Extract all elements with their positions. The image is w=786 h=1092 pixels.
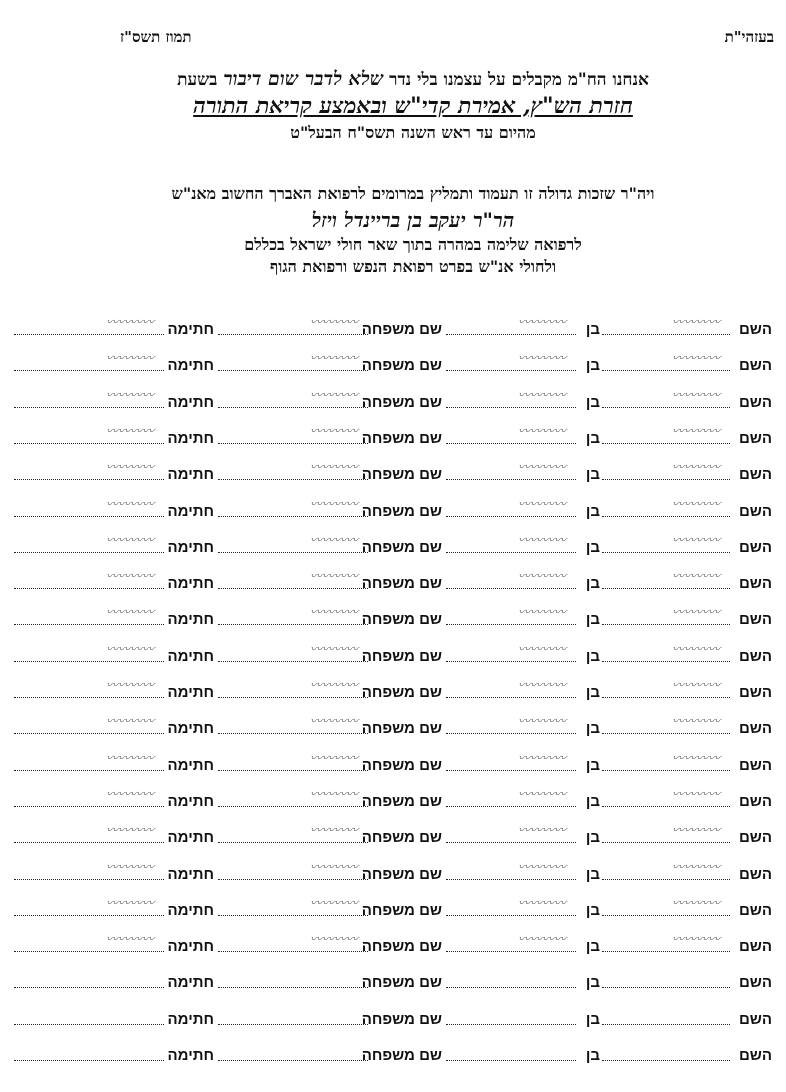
family-field[interactable] <box>218 967 368 988</box>
signature-field[interactable] <box>14 677 164 698</box>
ben-label: בן <box>585 538 600 556</box>
signature-label: חתימה <box>167 756 214 774</box>
handwritten-scribble: 〰〰〰〰 <box>516 605 568 620</box>
ben-label: בן <box>585 611 600 629</box>
family-label: שם משפחה <box>361 429 442 447</box>
family-field[interactable] <box>218 786 368 807</box>
signup-row <box>14 1040 772 1064</box>
name-label: השם <box>738 502 772 520</box>
ben-label: בן <box>585 756 600 774</box>
handwritten-scribble: 〰〰〰〰 <box>104 895 156 910</box>
signup-row <box>14 713 772 737</box>
name-label: השם <box>738 1010 772 1028</box>
ben-label: בן <box>585 684 600 701</box>
family-field[interactable] <box>218 713 368 734</box>
handwritten-scribble: 〰〰〰〰 <box>670 932 722 947</box>
handwritten-scribble: 〰〰〰〰 <box>670 605 722 620</box>
signature-label: חתימה <box>167 720 214 738</box>
signup-row <box>14 750 772 774</box>
family-label: שם משפחה <box>361 756 442 774</box>
handwritten-scribble: 〰〰〰〰 <box>670 786 722 801</box>
family-label: שם משפחה <box>361 974 442 992</box>
handwritten-scribble: 〰〰〰〰 <box>104 641 156 656</box>
family-label: שם משפחה <box>361 502 442 520</box>
signup-row <box>14 859 772 883</box>
dedication-block <box>60 184 766 277</box>
father-field[interactable] <box>446 713 576 734</box>
father-field[interactable] <box>446 459 576 480</box>
name-field[interactable] <box>602 713 730 734</box>
handwritten-scribble: 〰〰〰〰 <box>104 714 156 729</box>
handwritten-scribble: 〰〰〰〰 <box>670 351 722 366</box>
family-label: שם משפחה <box>361 829 442 847</box>
handwritten-scribble: 〰〰〰〰 <box>104 750 156 765</box>
name-field[interactable] <box>602 750 730 771</box>
handwritten-scribble: 〰〰〰〰 <box>670 387 722 402</box>
ben-label: בן <box>585 393 600 411</box>
handwritten-scribble: 〰〰〰〰 <box>308 460 360 475</box>
signature-field[interactable] <box>14 859 164 880</box>
signup-row <box>14 459 772 483</box>
father-field[interactable] <box>446 967 576 988</box>
name-label: השם <box>738 321 772 338</box>
handwritten-scribble: 〰〰〰〰 <box>104 932 156 947</box>
handwritten-scribble: 〰〰〰〰 <box>516 932 568 947</box>
handwritten-scribble: 〰〰〰〰 <box>104 605 156 620</box>
handwritten-scribble: 〰〰〰〰 <box>308 387 360 402</box>
signup-row <box>14 350 772 374</box>
father-field[interactable] <box>446 859 576 880</box>
handwritten-scribble: 〰〰〰〰 <box>516 678 568 692</box>
handwritten-scribble: 〰〰〰〰 <box>104 496 156 511</box>
signature-field[interactable] <box>14 496 164 517</box>
pledge-emphasis: שלא לדבר שום דיבור <box>223 68 384 90</box>
signature-label: חתימה <box>167 829 214 847</box>
signup-row <box>14 568 772 592</box>
name-field[interactable] <box>602 350 730 371</box>
handwritten-scribble: 〰〰〰〰 <box>308 678 360 692</box>
family-label: שם משפחה <box>361 393 442 411</box>
family-label: שם משפחה <box>361 321 442 338</box>
handwritten-scribble: 〰〰〰〰 <box>516 859 568 874</box>
family-label: שם משפחה <box>361 357 442 375</box>
ben-label: בן <box>585 357 600 375</box>
ben-label: בן <box>585 938 600 956</box>
family-label: שם משפחה <box>361 1047 442 1064</box>
signature-label: חתימה <box>167 1047 214 1064</box>
name-field[interactable] <box>602 1040 730 1061</box>
family-field[interactable] <box>218 750 368 771</box>
signature-label: חתימה <box>167 1010 214 1028</box>
signup-row <box>14 532 772 556</box>
ben-label: בן <box>585 502 600 520</box>
signature-label: חתימה <box>167 647 214 665</box>
family-label: שם משפחה <box>361 938 442 956</box>
handwritten-scribble: 〰〰〰〰 <box>516 532 568 547</box>
ben-label: בן <box>585 1010 600 1028</box>
handwritten-scribble: 〰〰〰〰 <box>308 932 360 947</box>
name-label: השם <box>738 865 772 883</box>
signature-field[interactable] <box>14 568 164 589</box>
family-label: שם משפחה <box>361 575 442 593</box>
name-field[interactable] <box>602 1004 730 1025</box>
family-field[interactable] <box>218 387 368 408</box>
father-field[interactable] <box>446 496 576 517</box>
name-field[interactable] <box>602 314 730 335</box>
family-field[interactable] <box>218 350 368 371</box>
handwritten-scribble: 〰〰〰〰 <box>670 496 722 511</box>
ben-label: בן <box>585 720 600 738</box>
signature-label: חתימה <box>167 938 214 956</box>
father-field[interactable] <box>446 677 576 698</box>
name-label: השם <box>738 647 772 665</box>
family-label: שם משפחה <box>361 466 442 484</box>
handwritten-scribble: 〰〰〰〰 <box>516 387 568 402</box>
father-field[interactable] <box>446 895 576 916</box>
family-field[interactable] <box>218 859 368 880</box>
handwritten-scribble: 〰〰〰〰 <box>104 859 156 874</box>
family-label: שם משפחה <box>361 684 442 701</box>
handwritten-scribble: 〰〰〰〰 <box>308 641 360 656</box>
name-label: השם <box>738 974 772 992</box>
family-label: שם משפחה <box>361 611 442 629</box>
name-label: השם <box>738 466 772 484</box>
signature-field[interactable] <box>14 967 164 988</box>
name-label: השם <box>738 938 772 956</box>
signature-field[interactable] <box>14 750 164 771</box>
signature-field[interactable] <box>14 459 164 480</box>
family-field[interactable] <box>218 496 368 517</box>
handwritten-scribble: 〰〰〰〰 <box>670 750 722 765</box>
handwritten-scribble: 〰〰〰〰 <box>308 823 360 838</box>
dedication-line-4: ולחולי אנ"ש בפרט רפואת הנפש ורפואת הגוף <box>269 257 557 276</box>
name-label: השם <box>738 357 772 375</box>
pledge-suffix: בשעת <box>177 70 218 90</box>
handwritten-scribble: 〰〰〰〰 <box>516 714 568 729</box>
handwritten-scribble: 〰〰〰〰 <box>516 641 568 656</box>
name-field[interactable] <box>602 532 730 553</box>
father-field[interactable] <box>446 1004 576 1025</box>
handwritten-scribble: 〰〰〰〰 <box>308 569 360 584</box>
signup-row <box>14 423 772 447</box>
name-field[interactable] <box>602 677 730 698</box>
handwritten-scribble: 〰〰〰〰 <box>670 895 722 910</box>
signature-label: חתימה <box>167 901 214 919</box>
father-field[interactable] <box>446 423 576 444</box>
signup-row <box>14 387 772 411</box>
name-label: השם <box>738 611 772 629</box>
father-field[interactable] <box>446 822 576 843</box>
signature-label: חתימה <box>167 321 214 338</box>
name-label: השם <box>738 901 772 919</box>
handwritten-scribble: 〰〰〰〰 <box>308 351 360 366</box>
handwritten-scribble: 〰〰〰〰 <box>516 423 568 438</box>
name-field[interactable] <box>602 931 730 952</box>
signup-row <box>14 786 772 810</box>
handwritten-scribble: 〰〰〰〰 <box>516 351 568 366</box>
handwritten-scribble: 〰〰〰〰 <box>516 569 568 584</box>
handwritten-scribble: 〰〰〰〰 <box>104 351 156 366</box>
name-label: השם <box>738 575 772 593</box>
ben-label: בן <box>585 974 600 992</box>
name-label: השם <box>738 1047 772 1064</box>
signature-label: חתימה <box>167 974 214 992</box>
signature-field[interactable] <box>14 641 164 662</box>
family-field[interactable] <box>218 604 368 625</box>
pledge-prefix: אנחנו הח"מ מקבלים על עצמנו בלי נדר <box>389 70 649 90</box>
family-label: שם משפחה <box>361 647 442 665</box>
ben-label: בן <box>585 829 600 847</box>
signature-field[interactable] <box>14 604 164 625</box>
signup-row <box>14 604 772 628</box>
signup-row <box>14 967 772 991</box>
handwritten-scribble: 〰〰〰〰 <box>104 387 156 402</box>
name-field[interactable] <box>602 641 730 662</box>
signature-label: חתימה <box>167 538 214 556</box>
handwritten-scribble: 〰〰〰〰 <box>308 859 360 874</box>
handwritten-scribble: 〰〰〰〰 <box>670 569 722 584</box>
name-field[interactable] <box>602 822 730 843</box>
signature-label: חתימה <box>167 393 214 411</box>
handwritten-scribble: 〰〰〰〰 <box>308 750 360 765</box>
family-label: שם משפחה <box>361 538 442 556</box>
handwritten-scribble: 〰〰〰〰 <box>516 786 568 801</box>
handwritten-scribble: 〰〰〰〰 <box>670 423 722 438</box>
name-field[interactable] <box>602 387 730 408</box>
signature-label: חתימה <box>167 865 214 883</box>
family-field[interactable] <box>218 532 368 553</box>
name-label: השם <box>738 684 772 701</box>
name-field[interactable] <box>602 496 730 517</box>
father-field[interactable] <box>446 931 576 952</box>
name-field[interactable] <box>602 459 730 480</box>
signature-label: חתימה <box>167 502 214 520</box>
ben-label: בן <box>585 321 600 338</box>
family-field[interactable] <box>218 314 368 335</box>
family-field[interactable] <box>218 423 368 444</box>
signup-row <box>14 1004 772 1028</box>
name-field[interactable] <box>602 423 730 444</box>
pledge-line-2: חזרת הש"ץ, אמירת קדי"ש ובאמצע קריאת התורה <box>193 93 633 119</box>
signature-label: חתימה <box>167 611 214 629</box>
ben-label: בן <box>585 647 600 665</box>
handwritten-scribble: 〰〰〰〰 <box>308 532 360 547</box>
handwritten-scribble: 〰〰〰〰 <box>308 315 360 329</box>
father-field[interactable] <box>446 387 576 408</box>
family-label: שם משפחה <box>361 720 442 738</box>
family-field[interactable] <box>218 1004 368 1025</box>
ben-label: בן <box>585 1047 600 1064</box>
name-field[interactable] <box>602 786 730 807</box>
handwritten-scribble: 〰〰〰〰 <box>104 569 156 584</box>
dedication-line-3: לרפואה שלימה במהרה בתוך שאר חולי ישראל בכללם <box>244 235 582 254</box>
family-label: שם משפחה <box>361 1010 442 1028</box>
ben-label: בן <box>585 575 600 593</box>
name-label: השם <box>738 429 772 447</box>
handwritten-scribble: 〰〰〰〰 <box>104 823 156 838</box>
name-label: השם <box>738 792 772 810</box>
family-label: שם משפחה <box>361 865 442 883</box>
ben-label: בן <box>585 865 600 883</box>
signature-label: חתימה <box>167 357 214 375</box>
signature-label: חתימה <box>167 429 214 447</box>
handwritten-scribble: 〰〰〰〰 <box>308 714 360 729</box>
dedication-line-1: ויה"ר שזכות גדולה זו תעמוד ותמליץ במרומים לרפואת האברך החשוב מאנ"ש <box>171 184 655 203</box>
signup-row <box>14 677 772 701</box>
signup-row <box>14 931 772 955</box>
family-field[interactable] <box>218 822 368 843</box>
family-field[interactable] <box>218 459 368 480</box>
handwritten-scribble: 〰〰〰〰 <box>308 423 360 438</box>
signup-row <box>14 895 772 919</box>
father-field[interactable] <box>446 350 576 371</box>
handwritten-scribble: 〰〰〰〰 <box>516 750 568 765</box>
family-field[interactable] <box>218 677 368 698</box>
father-field[interactable] <box>446 1040 576 1061</box>
family-field[interactable] <box>218 641 368 662</box>
handwritten-scribble: 〰〰〰〰 <box>670 714 722 729</box>
ben-label: בן <box>585 466 600 484</box>
family-field[interactable] <box>218 931 368 952</box>
signup-row <box>14 822 772 846</box>
father-field[interactable] <box>446 604 576 625</box>
signature-field[interactable] <box>14 1004 164 1025</box>
handwritten-scribble: 〰〰〰〰 <box>670 532 722 547</box>
handwritten-scribble: 〰〰〰〰 <box>104 532 156 547</box>
pledge-line-3: מהיום עד ראש השנה תשס"ח הבעל"ט <box>290 123 536 142</box>
name-field[interactable] <box>602 604 730 625</box>
name-field[interactable] <box>602 967 730 988</box>
signature-field[interactable] <box>14 1040 164 1061</box>
name-field[interactable] <box>602 859 730 880</box>
name-label: השם <box>738 538 772 556</box>
handwritten-scribble: 〰〰〰〰 <box>516 460 568 475</box>
signature-field[interactable] <box>14 314 164 335</box>
signature-label: חתימה <box>167 792 214 810</box>
family-field[interactable] <box>218 1040 368 1061</box>
handwritten-scribble: 〰〰〰〰 <box>516 315 568 329</box>
handwritten-scribble: 〰〰〰〰 <box>104 423 156 438</box>
handwritten-scribble: 〰〰〰〰 <box>670 315 722 329</box>
handwritten-scribble: 〰〰〰〰 <box>308 496 360 511</box>
name-field[interactable] <box>602 568 730 589</box>
father-field[interactable] <box>446 641 576 662</box>
father-field[interactable] <box>446 786 576 807</box>
signature-field[interactable] <box>14 895 164 916</box>
family-field[interactable] <box>218 895 368 916</box>
pledge-heading <box>60 68 766 143</box>
header-date: תמוז תשס"ז <box>120 28 192 46</box>
father-field[interactable] <box>446 568 576 589</box>
signature-field[interactable] <box>14 786 164 807</box>
name-label: השם <box>738 393 772 411</box>
pledge-line-1 <box>60 68 766 91</box>
handwritten-scribble: 〰〰〰〰 <box>308 605 360 620</box>
family-label: שם משפחה <box>361 792 442 810</box>
signature-field[interactable] <box>14 423 164 444</box>
handwritten-scribble: 〰〰〰〰 <box>670 460 722 475</box>
signup-row <box>14 496 772 520</box>
handwritten-scribble: 〰〰〰〰 <box>104 315 156 329</box>
handwritten-scribble: 〰〰〰〰 <box>104 678 156 692</box>
signature-field[interactable] <box>14 350 164 371</box>
handwritten-scribble: 〰〰〰〰 <box>308 895 360 910</box>
handwritten-scribble: 〰〰〰〰 <box>516 823 568 838</box>
handwritten-scribble: 〰〰〰〰 <box>516 496 568 511</box>
name-label: השם <box>738 829 772 847</box>
header-blessing: בעזהי"ת <box>724 28 774 46</box>
father-field[interactable] <box>446 532 576 553</box>
name-label: השם <box>738 756 772 774</box>
family-label: שם משפחה <box>361 901 442 919</box>
signature-field[interactable] <box>14 387 164 408</box>
father-field[interactable] <box>446 750 576 771</box>
signature-field[interactable] <box>14 532 164 553</box>
dedication-line-2: הר"ר יעקב בן בריינדל ויזל <box>311 208 515 232</box>
handwritten-scribble: 〰〰〰〰 <box>516 895 568 910</box>
handwritten-scribble: 〰〰〰〰 <box>104 786 156 801</box>
name-field[interactable] <box>602 895 730 916</box>
signature-label: חתימה <box>167 684 214 701</box>
handwritten-scribble: 〰〰〰〰 <box>104 460 156 475</box>
handwritten-scribble: 〰〰〰〰 <box>670 859 722 874</box>
handwritten-scribble: 〰〰〰〰 <box>670 678 722 692</box>
handwritten-scribble: 〰〰〰〰 <box>670 823 722 838</box>
signature-field[interactable] <box>14 822 164 843</box>
handwritten-scribble: 〰〰〰〰 <box>670 641 722 656</box>
ben-label: בן <box>585 792 600 810</box>
name-label: השם <box>738 720 772 738</box>
signature-label: חתימה <box>167 575 214 593</box>
signature-field[interactable] <box>14 931 164 952</box>
signature-label: חתימה <box>167 466 214 484</box>
ben-label: בן <box>585 901 600 919</box>
signup-row <box>14 641 772 665</box>
ben-label: בן <box>585 429 600 447</box>
signature-field[interactable] <box>14 713 164 734</box>
handwritten-scribble: 〰〰〰〰 <box>308 786 360 801</box>
father-field[interactable] <box>446 314 576 335</box>
signup-row <box>14 314 772 338</box>
family-field[interactable] <box>218 568 368 589</box>
